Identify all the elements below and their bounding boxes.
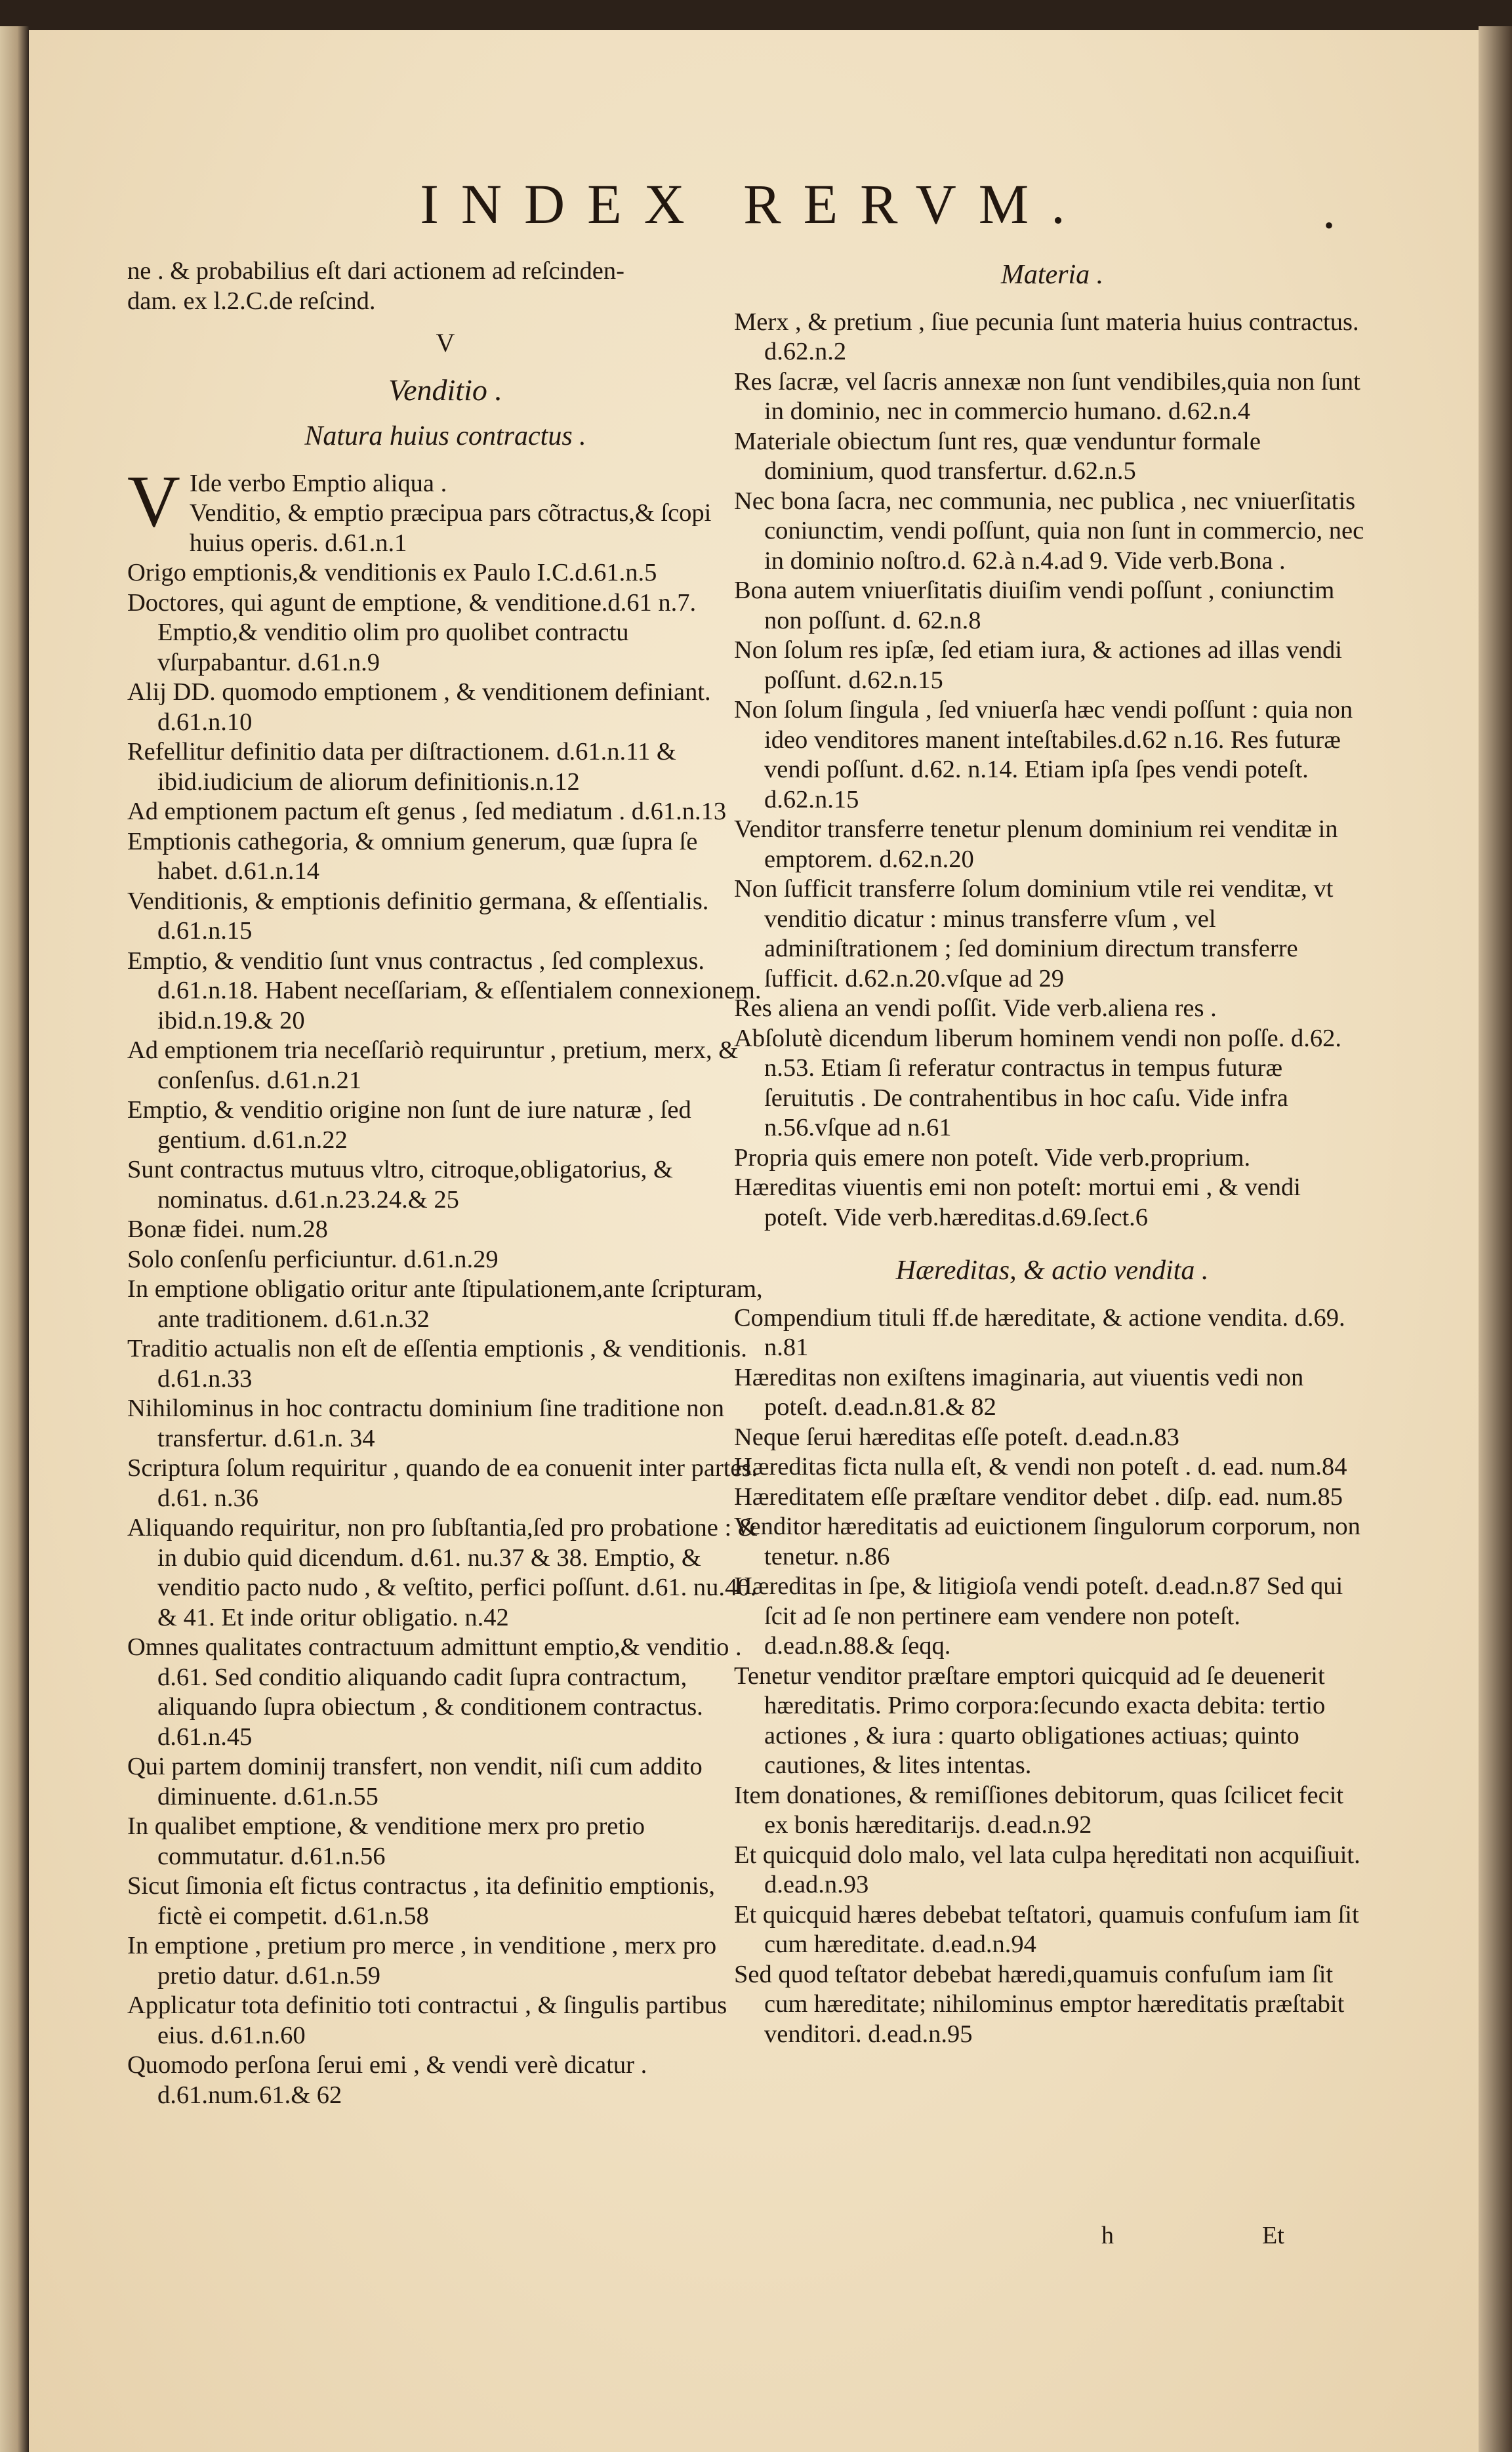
- index-entry: In qualibet emptione, & venditione merx pro pretio commutatur. d.61.n.56: [127, 1812, 645, 1870]
- index-entry: Ad emptionem pactum eſt genus , ſed mediatum . d.61.n.13: [127, 798, 727, 825]
- index-entry: Item donationes, & remiſſiones debitorum, quas ſcilicet fecit ex bonis hæreditarijs. d.ead.n.92: [734, 1781, 1344, 1839]
- index-entry: Venditor hæreditatis ad euictionem ſingulorum corporum, non tenetur. n.86: [734, 1513, 1360, 1570]
- section-heading: Materia .: [1000, 260, 1104, 290]
- index-entry: Omnes qualitates contractuum admittunt emptio,& venditio . d.61. Sed conditio aliquando cadit ſupra contractum, aliquando ſupra obiectum , & conditionem contractus. d.61.n.45: [127, 1633, 742, 1751]
- index-entry: Applicatur tota definitio toti contractui , & ſingulis partibus eius. d.61.n.60: [127, 1992, 727, 2049]
- section-heading: Natura huius contractus .: [304, 421, 586, 451]
- index-entry: Et quicquid dolo malo, vel lata culpa hęreditati non acquiſiuit. d.ead.n.93: [734, 1841, 1360, 1898]
- index-entry: Venditionis, & emptionis definitio germana, & eſſentialis. d.61.n.15: [127, 887, 709, 945]
- index-entry: Quomodo perſona ſerui emi , & vendi verè dicatur . d.61.num.61.& 62: [127, 2051, 647, 2109]
- entry-text: Venditio, & emptio præcipua pars cõtractus,& ſcopi huius operis. d.61.n.1: [189, 499, 712, 557]
- entry-list: [734, 308, 1370, 1233]
- book-gutter: [0, 26, 29, 2452]
- catchword: Et: [1262, 2222, 1284, 2249]
- index-title: Venditio .: [388, 373, 502, 407]
- index-entry: Hæreditas in ſpe, & litigioſa vendi poteſt. d.ead.n.87 Sed qui ſcit ad ſe non pertinere eam vendere non poteſt. d.ead.n.88.& ſeqq.: [734, 1572, 1343, 1660]
- drop-cap: V: [127, 460, 180, 542]
- index-entry: Traditio actualis non eſt de eſſentia emptionis , & venditionis. d.61.n.33: [127, 1335, 747, 1393]
- entry-list: [734, 1303, 1370, 2050]
- index-entry: Hæreditas viuentis emi non poteſt: mortui emi , & vendi poteſt. Vide verb.hæreditas.d.69.ſect.6: [734, 1174, 1301, 1231]
- left-column: [127, 256, 764, 2110]
- page-edge: [1479, 26, 1512, 2452]
- index-entry: Bonæ fidei. num.28: [127, 1216, 328, 1243]
- index-entry: Propria quis emere non poteſt. Vide verb.proprium.: [734, 1143, 1251, 1172]
- entry-list: [127, 558, 764, 2110]
- index-entry: Hæreditas non exiſtens imaginaria, aut viuentis vedi non poteſt. d.ead.n.81.& 82: [734, 1363, 1304, 1421]
- index-entry: In emptione , pretium pro merce , in venditione , merx pro pretio datur. d.61.n.59: [127, 1932, 717, 1990]
- index-entry: Res ſacræ, vel ſacris annexæ non ſunt vendibiles,quia non ſunt in dominio, nec in commercio humano. d.62.n.4: [734, 367, 1360, 425]
- index-entry: Non ſolum res ipſæ, ſed etiam iura, & actiones ad illas vendi poſſunt. d.62.n.15: [734, 636, 1343, 694]
- index-entry: Sicut ſimonia eſt fictus contractus , ita definitio emptionis, fictè ei competit. d.61.n.58: [127, 1872, 716, 1930]
- index-entry: Nec bona ſacra, nec communia, nec publica , nec vniuerſitatis coniunctim, vendi poſſunt, quia non ſunt in commercio, nec in dominio noſtro.d. 62.à n.4.ad 9. Vide verb.Bona .: [734, 487, 1364, 575]
- index-entry: Non ſufficit transferre ſolum dominium vtile rei venditæ, vt venditio dicatur : minus transferre vſum , vel adminiſtrationem ; ſed dominium directum transferre ſufficit. d.62.n.20.vſque ad 29: [734, 875, 1334, 992]
- book-page: [29, 30, 1479, 2452]
- signature-mark: h: [1101, 2222, 1114, 2249]
- section-heading: Hæreditas, & actio vendita .: [895, 1256, 1209, 1286]
- margin-mark: •: [1324, 211, 1334, 240]
- index-entry: Doctores, qui agunt de emptione, & venditione.d.61 n.7. Emptio,& venditio olim pro quolibet contractu vſurpabantur. d.61.n.9: [127, 588, 697, 676]
- index-entry: Nihilominus in hoc contractu dominium ſine traditione non transfertur. d.61.n. 34: [127, 1395, 724, 1452]
- index-entry: Neque ſerui hæreditas eſſe poteſt. d.ead.n.83: [734, 1423, 1179, 1451]
- index-entry: Res aliena an vendi poſſit. Vide verb.aliena res .: [734, 994, 1217, 1022]
- index-entry: Non ſolum ſingula , ſed vniuerſa hæc vendi poſſunt : quia non ideo venditores manent inteſtabiles.d.62 n.16. Res futuræ vendi poſſunt. d.62. n.14. Etiam ipſa ſpes vendi poteſt. d.62.n.15: [734, 696, 1353, 813]
- index-entry: Sunt contractus mutuus vltro, citroque,obligatorius, & nominatus. d.61.n.23.24.& 25: [127, 1156, 673, 1214]
- index-entry: Scriptura ſolum requiritur , quando de ea conuenit inter partes. d.61. n.36: [127, 1454, 758, 1512]
- index-entry: Sed quod teſtator debebat hæredi,quamuis confuſum iam ſit cum hæreditate; nihilominus emptor hæreditatis præſtabit venditori. d.ead.n.95: [734, 1960, 1345, 2048]
- index-entry: Qui partem dominij transfert, non vendit, niſi cum addito diminuente. d.61.n.55: [127, 1753, 703, 1810]
- index-entry: Hæreditas ficta nulla eſt, & vendi non poteſt . d. ead. num.84: [734, 1453, 1347, 1481]
- right-column: [734, 256, 1370, 2049]
- index-entry: Solo conſenſu perficiuntur. d.61.n.29: [127, 1245, 499, 1273]
- index-entry: Materiale obiectum ſunt res, quæ venduntur formale dominium, quod transfertur. d.62.n.5: [734, 427, 1261, 485]
- index-entry: Emptio, & venditio origine non ſunt de iure naturæ , ſed gentium. d.61.n.22: [127, 1096, 691, 1154]
- index-letter: V: [436, 328, 455, 358]
- entry-text: Ide verbo Emptio aliqua .: [189, 469, 447, 497]
- index-entry: In emptione obligatio oritur ante ſtipulationem,ante ſcripturam, ante traditionem. d.61.n.32: [127, 1275, 763, 1333]
- index-entry: Bona autem vniuerſitatis diuiſim vendi poſſunt , coniunctim non poſſunt. d. 62.n.8: [734, 577, 1335, 634]
- page-title: INDEX RERVM.: [420, 173, 1088, 235]
- index-entry: Origo emptionis,& venditionis ex Paulo I.C.d.61.n.5: [127, 559, 657, 586]
- index-entry: Ad emptionem tria neceſſariò requiruntur , pretium, merx, & conſenſus. d.61.n.21: [127, 1036, 739, 1094]
- index-entry: Emptionis cathegoria, & omnium generum, quæ ſupra ſe habet. d.61.n.14: [127, 827, 698, 885]
- index-entry: Et quicquid hæres debebat teſtatori, quamuis confuſum iam ſit cum hæreditate. d.ead.n.94: [734, 1900, 1359, 1958]
- index-entry: Refellitur definitio data per diſtractionem. d.61.n.11 & ibid.iudicium de aliorum definitionis.n.12: [127, 738, 676, 796]
- index-entry: Compendium tituli ff.de hæreditate, & actione vendita. d.69. n.81: [734, 1303, 1345, 1361]
- index-entry: [127, 460, 764, 559]
- index-entry: Alij DD. quomodo emptionem , & venditionem definiant. d.61.n.10: [127, 678, 711, 736]
- continuation-line: dam. ex l.2.C.de reſcind.: [127, 287, 376, 315]
- index-entry: Tenetur venditor præſtare emptori quicquid ad ſe deuenerit hæreditatis. Primo corpora:ſecundo exacta debita: tertio actiones , & iura : quarto obligationes actiuas; quinto cautiones, & lites intentas.: [734, 1662, 1326, 1779]
- index-entry: Venditor transferre tenetur plenum dominium rei venditæ in emptorem. d.62.n.20: [734, 815, 1338, 873]
- index-entry: Emptio, & venditio ſunt vnus contractus , ſed complexus. d.61.n.18. Habent neceſſariam, & eſſentialem connexionem. ibid.n.19.& 20: [127, 947, 762, 1034]
- index-entry: Aliquando requiritur, non pro ſubſtantia,ſed pro probatione : & in dubio quid dicendum. d.61. nu.37 & 38. Emptio, & venditio pacto nudo , & veſtito, perfici poſſunt. d.61. nu.40. & 41. Et inde oritur obligatio. n.42: [127, 1514, 758, 1631]
- continuation-line: ne . & probabilius eſt dari actionem ad reſcinden-: [127, 257, 624, 285]
- index-entry: Merx , & pretium , ſiue pecunia ſunt materia huius contractus. d.62.n.2: [734, 308, 1359, 365]
- index-entry: Abſolutè dicendum liberum hominem vendi non poſſe. d.62. n.53. Etiam ſi referatur contractus in tempus futuræ ſeruitutis . De contrahentibus in hoc caſu. Vide infra n.56.vſque ad n.61: [734, 1024, 1341, 1141]
- index-entry: Hæreditatem eſſe præſtare venditor debet . diſp. ead. num.85: [734, 1482, 1343, 1511]
